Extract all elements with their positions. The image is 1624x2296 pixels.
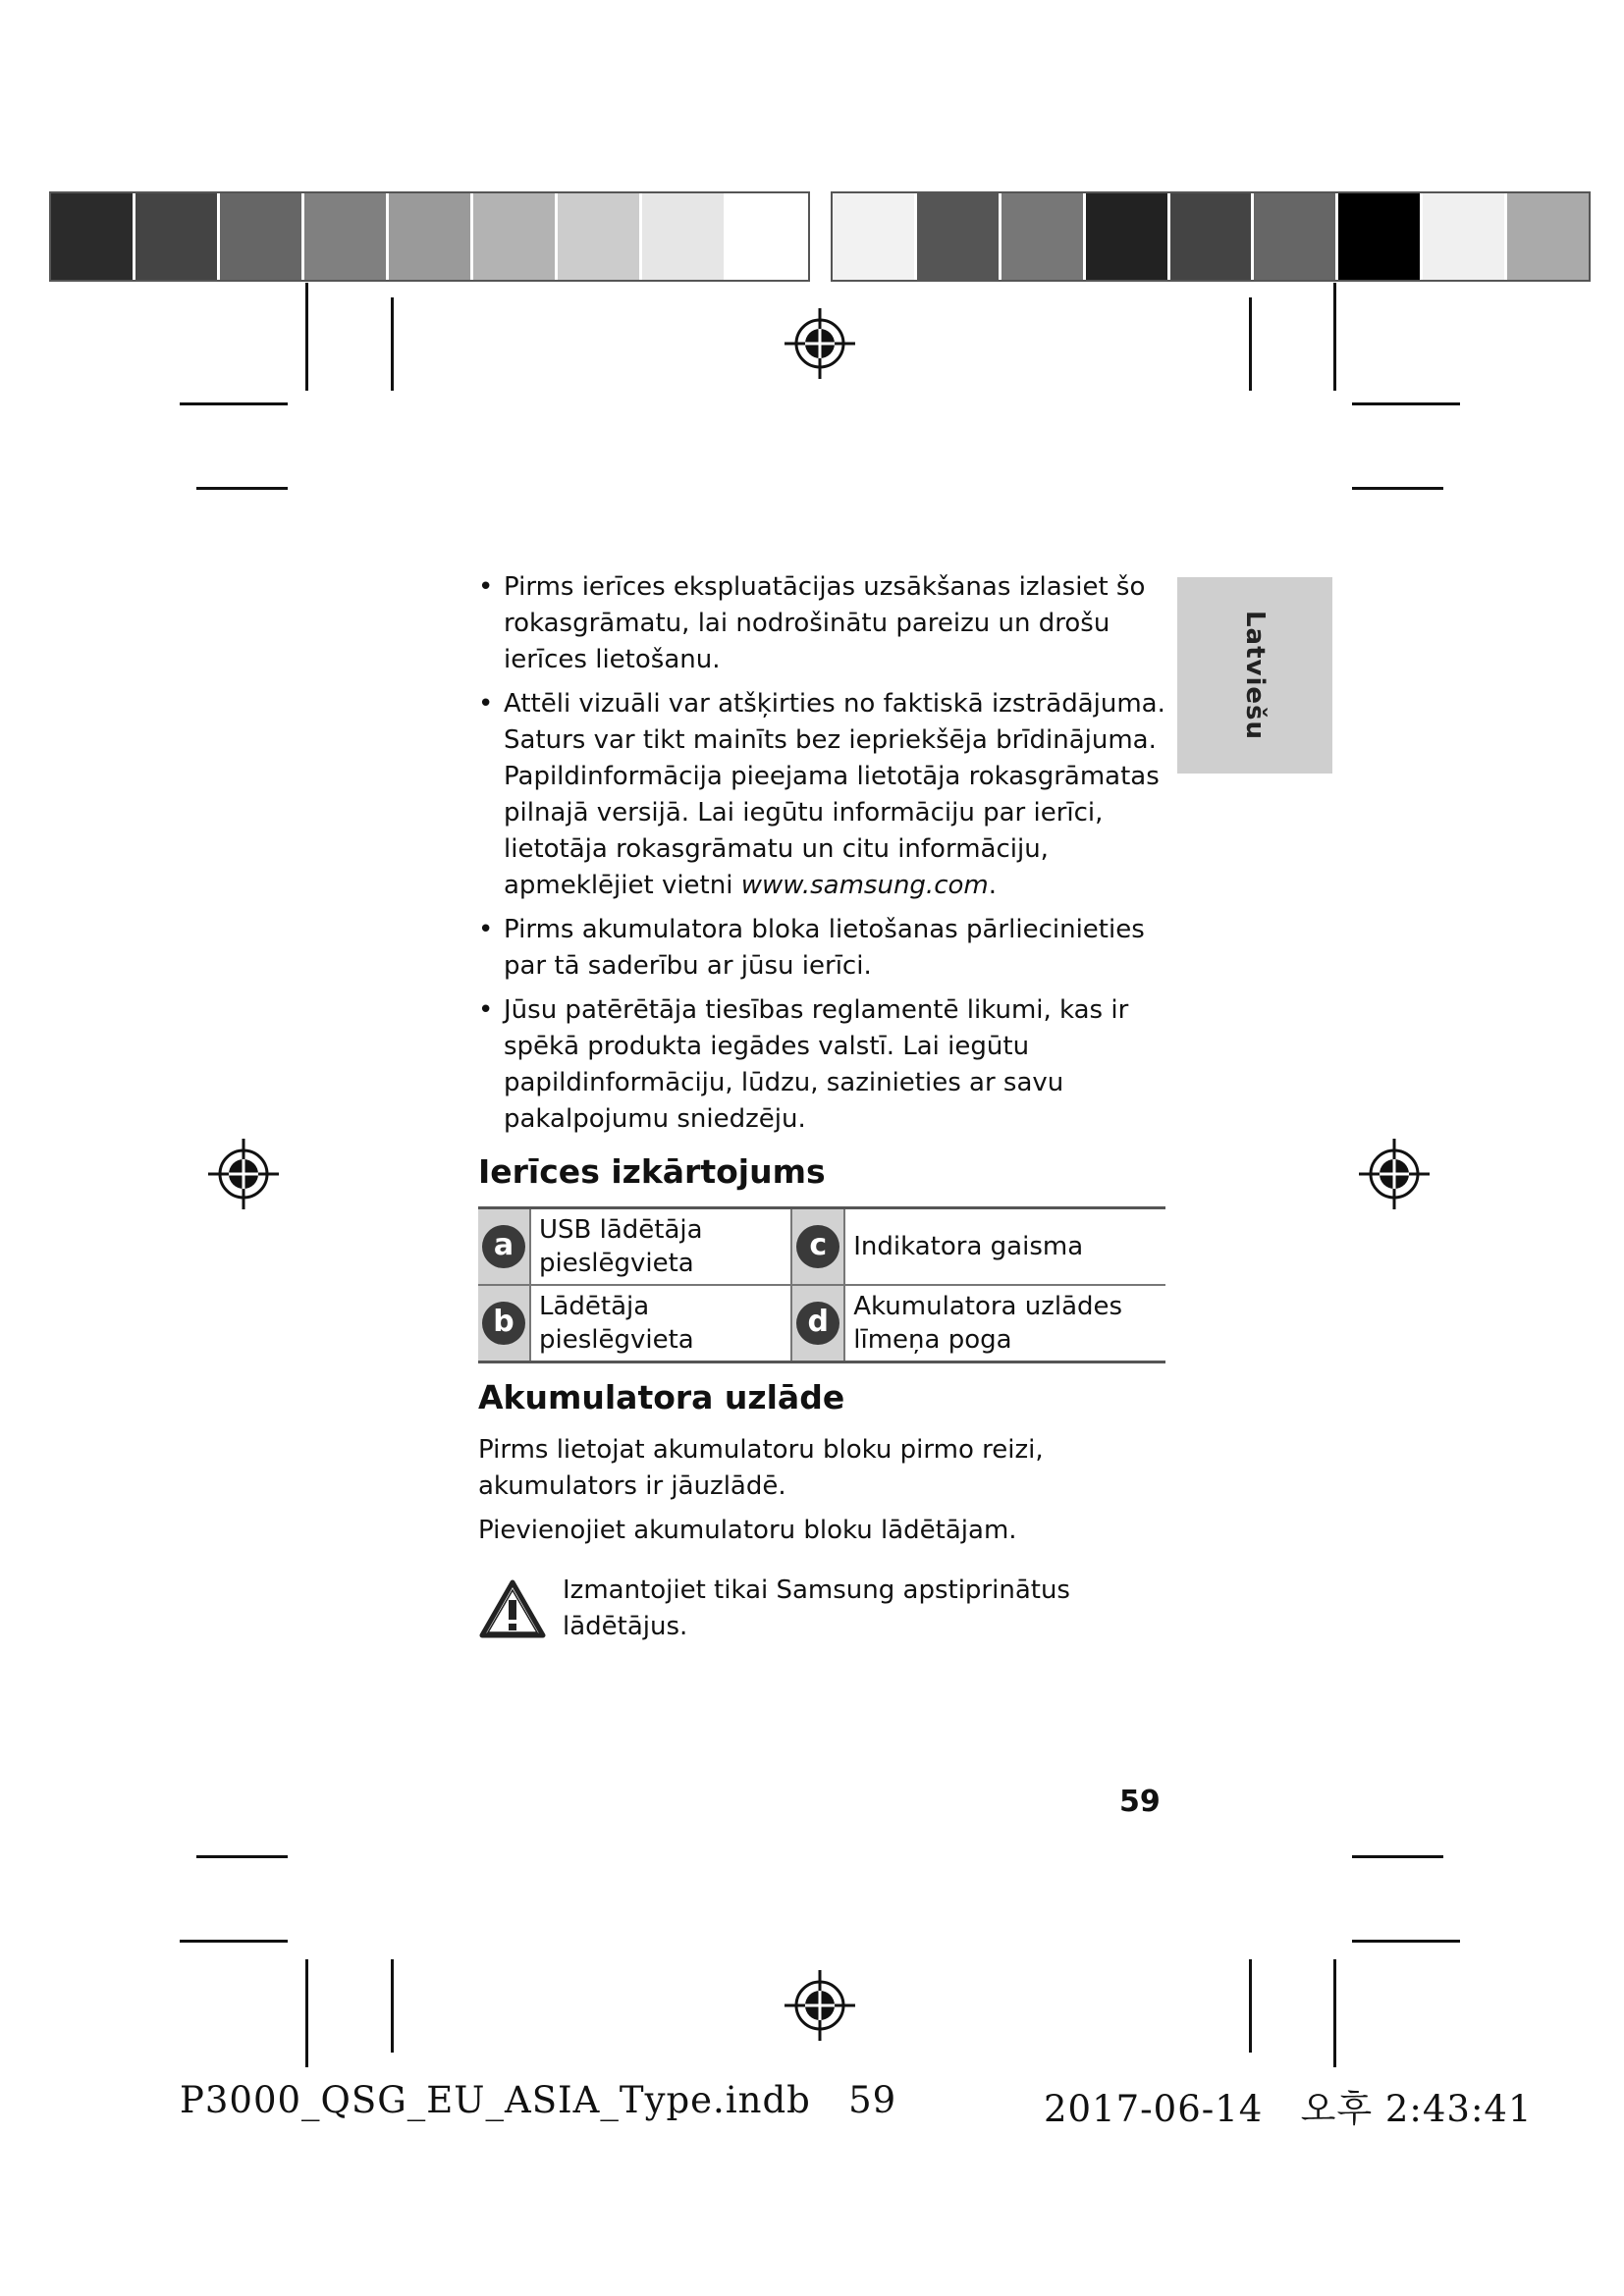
registration-mark-icon [206,1137,281,1211]
swatch [135,193,220,280]
registration-mark-icon [783,1968,857,2043]
list-item: • Pirms akumulatora bloka lietošanas pārliecinieties par tā saderību ar jūsu ierīci. [478,912,1165,985]
table-row [478,1208,1165,1286]
part-letter-b: b [482,1302,525,1345]
part-letter-c: c [796,1225,839,1268]
crop-mark [1352,1940,1460,1943]
registration-mark-icon [783,306,857,381]
crop-mark [1352,402,1460,405]
list-item-text: Attēli vizuāli var atšķirties no faktiskā izstrādājuma. Saturs var tikt mainīts bez iepriekšēja brīdinājuma. Papildinformācija pieejama lietotāja rokasgrāmatas pilnajā versijā. Lai iegūtu informāciju par ierīci, lietotāja rokasgrāmatu un citu informāciju, apmeklējiet vietni [504,689,1165,900]
swatch [220,193,304,280]
swatch [833,193,917,280]
footer-filename [180,2079,896,2121]
crop-mark [180,1940,288,1943]
list-item [478,686,1165,904]
charging-paragraph: Pirms lietojat akumulatoru bloku pirmo reizi, akumulators ir jāuzlādē. [478,1435,1044,1501]
part-letter-d: d [796,1302,839,1345]
table-row [478,1285,1165,1362]
crop-mark [196,1855,288,1858]
part-label: Akumulatora uzlādes līmeņa poga [844,1285,1165,1362]
part-label: Lādētāja pieslēgvieta [530,1285,791,1362]
warning-icon [478,1578,547,1639]
swatch [389,193,473,280]
intro-list [478,569,1165,1138]
color-calibration-bar-right [831,191,1591,282]
registration-mark-icon [1357,1137,1432,1211]
crop-mark [1352,487,1443,490]
crop-mark [1333,1959,1336,2067]
footer-timestamp [1044,2079,1533,2132]
warning-text: Izmantojiet tikai Samsung apstiprinātus lādētājus. [563,1575,1070,1641]
swatch [473,193,558,280]
crop-mark [180,402,288,405]
color-calibration-bar-left [49,191,810,282]
swatch [1423,193,1507,280]
crop-mark [1249,1959,1252,2053]
list-item: • Jūsu patērētāja tiesības reglamentē likumi, kas ir spēkā produkta iegādes valstī. Lai iegūtu papildinformāciju, lūdzu, sazinieties ar savu pakalpojumu sniedzēju. [478,992,1165,1138]
device-layout-table [478,1206,1165,1363]
swatch [558,193,642,280]
swatch [727,193,808,280]
section-heading-layout: Ierīces izkārtojums [478,1152,826,1191]
part-letter-cell [478,1285,530,1362]
crop-mark [1352,1855,1443,1858]
charging-paragraph: Pievienojiet akumulatoru bloku lādētājam. [478,1516,1017,1545]
language-tab-label: Latviešu [1240,610,1270,741]
part-letter-a: a [482,1225,525,1268]
crop-mark [1249,297,1252,391]
part-letter-cell [478,1208,530,1286]
swatch [917,193,1001,280]
footer-file-text: P3000_QSG_EU_ASIA_Type.indb 59 [180,2079,897,2121]
warning-note [478,1573,1165,1645]
crop-mark [196,487,288,490]
page-number: 59 [1119,1785,1161,1819]
swatch [1170,193,1255,280]
swatch [304,193,389,280]
crop-mark [305,283,308,391]
swatch [1338,193,1423,280]
swatch [1507,193,1589,280]
website-suffix: . [988,871,997,900]
footer-timestamp-text: 2017-06-14 오후 2:43:41 [1044,2088,1533,2130]
section-heading-charging: Akumulatora uzlāde [478,1378,845,1416]
crop-mark [305,1959,308,2067]
swatch [642,193,727,280]
part-label: USB lādētāja pieslēgvieta [530,1208,791,1286]
website-link[interactable]: www.samsung.com [740,871,989,900]
language-tab [1177,577,1332,774]
crop-mark [1333,283,1336,391]
main-content [478,569,1165,1645]
crop-mark [391,1959,394,2053]
swatch [1086,193,1170,280]
list-item: • Pirms ierīces ekspluatācijas uzsākšanas izlasiet šo rokasgrāmatu, lai nodrošinātu pareizu un drošu ierīces lietošanu. [478,569,1165,678]
swatch [1254,193,1338,280]
swatch [1001,193,1086,280]
part-letter-cell [791,1285,844,1362]
crop-mark [391,297,394,391]
swatch [51,193,135,280]
part-label: Indikatora gaisma [844,1208,1165,1286]
part-letter-cell [791,1208,844,1286]
